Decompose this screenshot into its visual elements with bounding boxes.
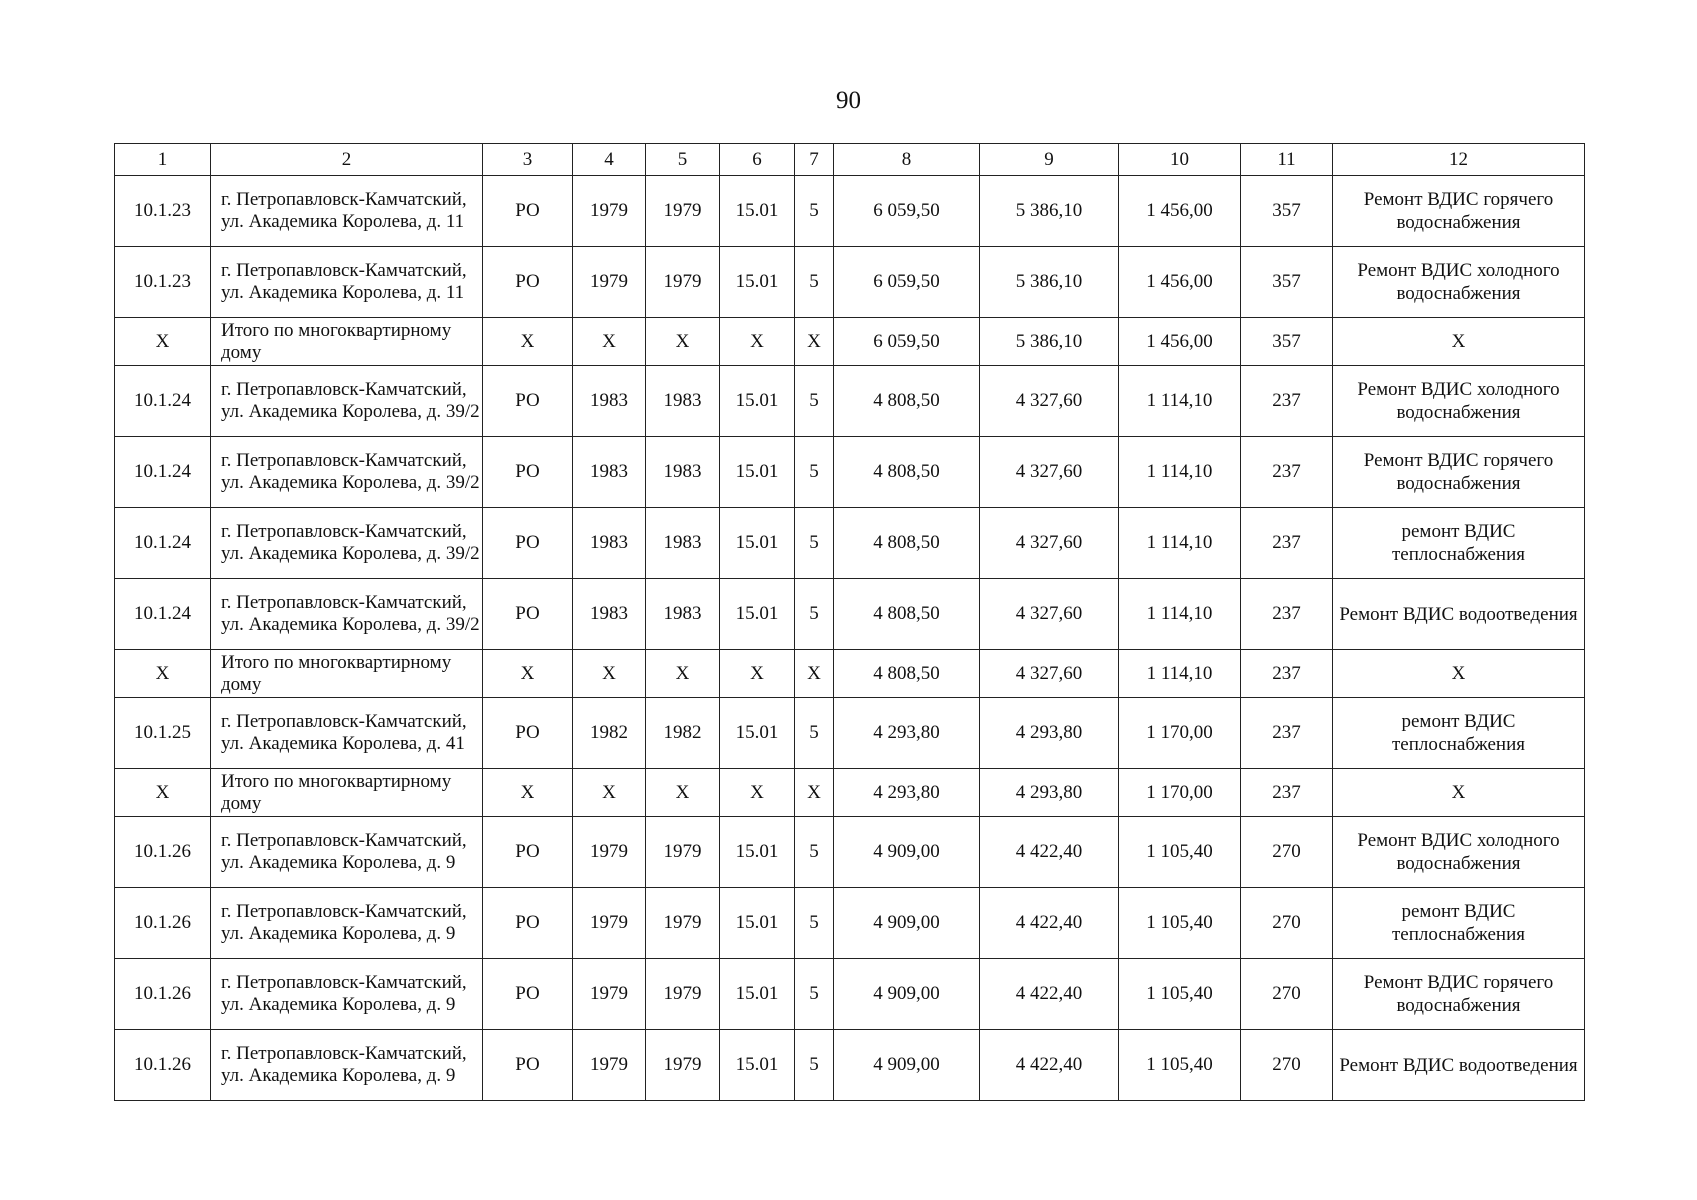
commission-year-cell: 1979 — [646, 888, 720, 959]
address-cell: г. Петропавловск-Камчатский, ул. Академика Королева, д. 9 — [211, 1030, 483, 1101]
address-cell: г. Петропавловск-Камчатский, ул. Академика Королева, д. 9 — [211, 888, 483, 959]
item-number-cell: 10.1.23 — [115, 176, 211, 247]
residential-area-cell: 4 293,80 — [980, 698, 1119, 769]
build-year-cell: 1979 — [573, 888, 646, 959]
wall-material-cell: 15.01 — [720, 579, 795, 650]
floors-cell: 5 — [795, 508, 834, 579]
total-area-cell: 4 808,50 — [834, 437, 980, 508]
wall-material-cell: 15.01 — [720, 437, 795, 508]
build-year-cell: 1979 — [573, 959, 646, 1030]
column-header-8: 8 — [834, 144, 980, 176]
nonresidential-area-cell: 1 114,10 — [1119, 437, 1241, 508]
address-cell: г. Петропавловск-Камчатский, ул. Академика Королева, д. 9 — [211, 959, 483, 1030]
residential-area-cell: 4 422,40 — [980, 817, 1119, 888]
column-header-4: 4 — [573, 144, 646, 176]
residential-area-cell: 4 327,60 — [980, 366, 1119, 437]
table-row — [115, 579, 1585, 650]
commission-year-cell: 1979 — [646, 959, 720, 1030]
wall-material-cell: 15.01 — [720, 817, 795, 888]
residents-cell: 237 — [1241, 437, 1333, 508]
floors-cell: Х — [795, 650, 834, 698]
residents-cell: 237 — [1241, 769, 1333, 817]
floors-cell: 5 — [795, 247, 834, 318]
floors-cell: 5 — [795, 817, 834, 888]
column-header-9: 9 — [980, 144, 1119, 176]
floors-cell: Х — [795, 769, 834, 817]
column-header-11: 11 — [1241, 144, 1333, 176]
total-area-cell: 4 293,80 — [834, 769, 980, 817]
residents-cell: 237 — [1241, 579, 1333, 650]
residents-cell: 270 — [1241, 1030, 1333, 1101]
column-header-2: 2 — [211, 144, 483, 176]
build-year-cell: Х — [573, 318, 646, 366]
residents-cell: 270 — [1241, 817, 1333, 888]
wall-material-cell: 15.01 — [720, 698, 795, 769]
residential-area-cell: 4 327,60 — [980, 579, 1119, 650]
build-year-cell: 1979 — [573, 176, 646, 247]
column-header-3: 3 — [483, 144, 573, 176]
residential-area-cell: 4 327,60 — [980, 437, 1119, 508]
item-number-cell: 10.1.24 — [115, 366, 211, 437]
residents-cell: 270 — [1241, 888, 1333, 959]
address-cell: г. Петропавловск-Камчатский, ул. Академика Королева, д. 39/2 — [211, 508, 483, 579]
nonresidential-area-cell: 1 114,10 — [1119, 579, 1241, 650]
total-area-cell: 4 909,00 — [834, 959, 980, 1030]
owner-type-cell: РО — [483, 366, 573, 437]
nonresidential-area-cell: 1 170,00 — [1119, 698, 1241, 769]
wall-material-cell: Х — [720, 650, 795, 698]
nonresidential-area-cell: 1 105,40 — [1119, 959, 1241, 1030]
page-number: 90 — [836, 87, 861, 114]
total-area-cell: 6 059,50 — [834, 318, 980, 366]
total-area-cell: 6 059,50 — [834, 247, 980, 318]
owner-type-cell: РО — [483, 888, 573, 959]
owner-type-cell: Х — [483, 769, 573, 817]
commission-year-cell: 1979 — [646, 1030, 720, 1101]
total-area-cell: 6 059,50 — [834, 176, 980, 247]
address-cell: г. Петропавловск-Камчатский, ул. Академика Королева, д. 9 — [211, 817, 483, 888]
build-year-cell: 1979 — [573, 817, 646, 888]
work-type-cell: ремонт ВДИС теплоснабжения — [1333, 888, 1585, 959]
build-year-cell: 1982 — [573, 698, 646, 769]
item-number-cell: Х — [115, 650, 211, 698]
item-number-cell: 10.1.24 — [115, 579, 211, 650]
wall-material-cell: 15.01 — [720, 1030, 795, 1101]
column-header-5: 5 — [646, 144, 720, 176]
commission-year-cell: 1983 — [646, 508, 720, 579]
item-number-cell: 10.1.26 — [115, 888, 211, 959]
table-row — [115, 366, 1585, 437]
nonresidential-area-cell: 1 456,00 — [1119, 247, 1241, 318]
wall-material-cell: 15.01 — [720, 176, 795, 247]
work-type-cell: Ремонт ВДИС горячего водоснабжения — [1333, 176, 1585, 247]
wall-material-cell: Х — [720, 769, 795, 817]
floors-cell: 5 — [795, 959, 834, 1030]
total-area-cell: 4 909,00 — [834, 1030, 980, 1101]
address-cell: г. Петропавловск-Камчатский, ул. Академика Королева, д. 39/2 — [211, 366, 483, 437]
total-area-cell: 4 808,50 — [834, 579, 980, 650]
floors-cell: Х — [795, 318, 834, 366]
address-cell: Итого по многоквартирному дому — [211, 650, 483, 698]
nonresidential-area-cell: 1 105,40 — [1119, 817, 1241, 888]
build-year-cell: 1983 — [573, 579, 646, 650]
commission-year-cell: Х — [646, 650, 720, 698]
owner-type-cell: Х — [483, 650, 573, 698]
column-header-10: 10 — [1119, 144, 1241, 176]
table-header — [115, 144, 1585, 176]
floors-cell: 5 — [795, 698, 834, 769]
wall-material-cell: 15.01 — [720, 366, 795, 437]
commission-year-cell: 1983 — [646, 579, 720, 650]
nonresidential-area-cell: 1 456,00 — [1119, 176, 1241, 247]
residents-cell: 357 — [1241, 318, 1333, 366]
residents-cell: 237 — [1241, 650, 1333, 698]
table-row — [115, 817, 1585, 888]
work-type-cell: Х — [1333, 769, 1585, 817]
nonresidential-area-cell: 1 105,40 — [1119, 1030, 1241, 1101]
owner-type-cell: РО — [483, 959, 573, 1030]
owner-type-cell: РО — [483, 508, 573, 579]
commission-year-cell: 1983 — [646, 437, 720, 508]
wall-material-cell: 15.01 — [720, 508, 795, 579]
owner-type-cell: РО — [483, 247, 573, 318]
owner-type-cell: РО — [483, 1030, 573, 1101]
build-year-cell: 1979 — [573, 1030, 646, 1101]
address-cell: г. Петропавловск-Камчатский, ул. Академика Королева, д. 11 — [211, 176, 483, 247]
residential-area-cell: 4 422,40 — [980, 959, 1119, 1030]
residential-area-cell: 4 293,80 — [980, 769, 1119, 817]
nonresidential-area-cell: 1 114,10 — [1119, 508, 1241, 579]
commission-year-cell: 1983 — [646, 366, 720, 437]
header-row — [115, 144, 1585, 176]
build-year-cell: Х — [573, 769, 646, 817]
repair-program-table — [114, 143, 1585, 1101]
residential-area-cell: 5 386,10 — [980, 318, 1119, 366]
residential-area-cell: 4 422,40 — [980, 888, 1119, 959]
work-type-cell: Ремонт ВДИС водоотведения — [1333, 1030, 1585, 1101]
commission-year-cell: Х — [646, 769, 720, 817]
build-year-cell: 1983 — [573, 437, 646, 508]
column-header-1: 1 — [115, 144, 211, 176]
nonresidential-area-cell: 1 105,40 — [1119, 888, 1241, 959]
address-cell: Итого по многоквартирному дому — [211, 769, 483, 817]
owner-type-cell: РО — [483, 579, 573, 650]
residents-cell: 237 — [1241, 366, 1333, 437]
total-area-cell: 4 808,50 — [834, 650, 980, 698]
residential-area-cell: 4 327,60 — [980, 650, 1119, 698]
total-row — [115, 769, 1585, 817]
address-cell: г. Петропавловск-Камчатский, ул. Академика Королева, д. 41 — [211, 698, 483, 769]
build-year-cell: 1983 — [573, 366, 646, 437]
item-number-cell: 10.1.26 — [115, 1030, 211, 1101]
floors-cell: 5 — [795, 888, 834, 959]
build-year-cell: 1983 — [573, 508, 646, 579]
total-row — [115, 318, 1585, 366]
total-area-cell: 4 808,50 — [834, 366, 980, 437]
work-type-cell: Ремонт ВДИС холодного водоснабжения — [1333, 247, 1585, 318]
item-number-cell: Х — [115, 318, 211, 366]
item-number-cell: 10.1.24 — [115, 437, 211, 508]
table-row — [115, 247, 1585, 318]
item-number-cell: 10.1.23 — [115, 247, 211, 318]
floors-cell: 5 — [795, 1030, 834, 1101]
total-area-cell: 4 909,00 — [834, 888, 980, 959]
residential-area-cell: 4 422,40 — [980, 1030, 1119, 1101]
address-cell: г. Петропавловск-Камчатский, ул. Академика Королева, д. 39/2 — [211, 437, 483, 508]
work-type-cell: Ремонт ВДИС горячего водоснабжения — [1333, 437, 1585, 508]
work-type-cell: Ремонт ВДИС холодного водоснабжения — [1333, 817, 1585, 888]
item-number-cell: 10.1.24 — [115, 508, 211, 579]
nonresidential-area-cell: 1 456,00 — [1119, 318, 1241, 366]
owner-type-cell: РО — [483, 817, 573, 888]
wall-material-cell: 15.01 — [720, 888, 795, 959]
build-year-cell: 1979 — [573, 247, 646, 318]
work-type-cell: Ремонт ВДИС холодного водоснабжения — [1333, 366, 1585, 437]
commission-year-cell: 1979 — [646, 817, 720, 888]
wall-material-cell: 15.01 — [720, 959, 795, 1030]
work-type-cell: Х — [1333, 650, 1585, 698]
owner-type-cell: РО — [483, 437, 573, 508]
work-type-cell: Х — [1333, 318, 1585, 366]
nonresidential-area-cell: 1 114,10 — [1119, 650, 1241, 698]
column-header-12: 12 — [1333, 144, 1585, 176]
residential-area-cell: 4 327,60 — [980, 508, 1119, 579]
table-row — [115, 888, 1585, 959]
residents-cell: 237 — [1241, 698, 1333, 769]
address-cell: г. Петропавловск-Камчатский, ул. Академика Королева, д. 39/2 — [211, 579, 483, 650]
total-area-cell: 4 909,00 — [834, 817, 980, 888]
commission-year-cell: 1982 — [646, 698, 720, 769]
table-row — [115, 698, 1585, 769]
floors-cell: 5 — [795, 176, 834, 247]
residents-cell: 237 — [1241, 508, 1333, 579]
total-area-cell: 4 808,50 — [834, 508, 980, 579]
table-row — [115, 437, 1585, 508]
floors-cell: 5 — [795, 579, 834, 650]
table-row — [115, 1030, 1585, 1101]
address-cell: г. Петропавловск-Камчатский, ул. Академика Королева, д. 11 — [211, 247, 483, 318]
floors-cell: 5 — [795, 366, 834, 437]
address-cell: Итого по многоквартирному дому — [211, 318, 483, 366]
total-row — [115, 650, 1585, 698]
work-type-cell: ремонт ВДИС теплоснабжения — [1333, 508, 1585, 579]
nonresidential-area-cell: 1 114,10 — [1119, 366, 1241, 437]
item-number-cell: 10.1.26 — [115, 959, 211, 1030]
wall-material-cell: Х — [720, 318, 795, 366]
table-body — [115, 176, 1585, 1101]
owner-type-cell: РО — [483, 698, 573, 769]
total-area-cell: 4 293,80 — [834, 698, 980, 769]
owner-type-cell: РО — [483, 176, 573, 247]
table-row — [115, 508, 1585, 579]
commission-year-cell: 1979 — [646, 247, 720, 318]
build-year-cell: Х — [573, 650, 646, 698]
column-header-6: 6 — [720, 144, 795, 176]
commission-year-cell: Х — [646, 318, 720, 366]
commission-year-cell: 1979 — [646, 176, 720, 247]
work-type-cell: Ремонт ВДИС водоотведения — [1333, 579, 1585, 650]
residential-area-cell: 5 386,10 — [980, 247, 1119, 318]
floors-cell: 5 — [795, 437, 834, 508]
work-type-cell: ремонт ВДИС теплоснабжения — [1333, 698, 1585, 769]
column-header-7: 7 — [795, 144, 834, 176]
item-number-cell: Х — [115, 769, 211, 817]
residential-area-cell: 5 386,10 — [980, 176, 1119, 247]
table-row — [115, 176, 1585, 247]
residents-cell: 357 — [1241, 247, 1333, 318]
residents-cell: 270 — [1241, 959, 1333, 1030]
work-type-cell: Ремонт ВДИС горячего водоснабжения — [1333, 959, 1585, 1030]
owner-type-cell: Х — [483, 318, 573, 366]
item-number-cell: 10.1.26 — [115, 817, 211, 888]
residents-cell: 357 — [1241, 176, 1333, 247]
table-row — [115, 959, 1585, 1030]
item-number-cell: 10.1.25 — [115, 698, 211, 769]
nonresidential-area-cell: 1 170,00 — [1119, 769, 1241, 817]
wall-material-cell: 15.01 — [720, 247, 795, 318]
